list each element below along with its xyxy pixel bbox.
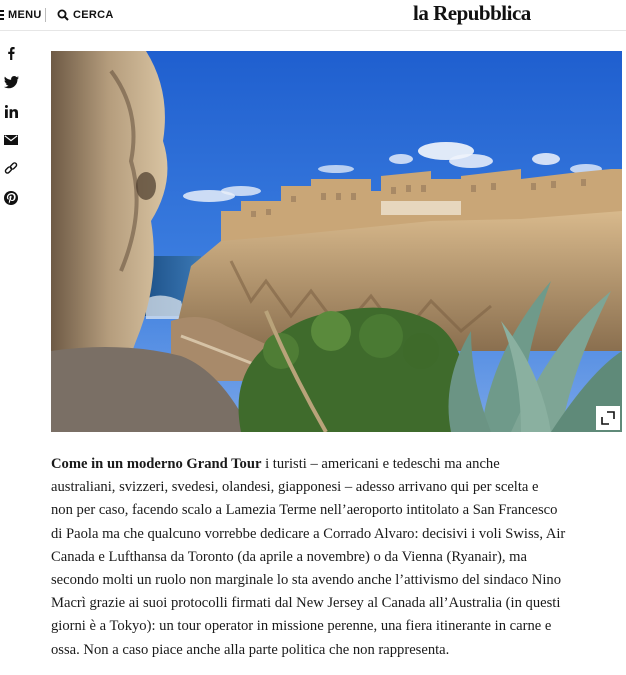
share-email-button[interactable] (0, 128, 22, 152)
article-line: ossa. Non a caso piace anche alla parte politica che non rappresenta. (51, 641, 450, 658)
article-line: australiani, svizzeri, svedesi, olandesi, giapponesi – adesso arrivano qui per scelta e (51, 479, 539, 496)
article-line: secondo molti un ruolo non marginale lo sta avendo anche l’attivismo del sindaco Nino (51, 572, 561, 589)
expand-icon (601, 411, 615, 425)
share-twitter-button[interactable] (0, 70, 22, 94)
site-logo[interactable]: la Repubblica (413, 1, 531, 25)
hamburger-icon (0, 10, 4, 20)
twitter-icon (4, 76, 19, 89)
article-lead: Come in un moderno Grand Tour (51, 456, 262, 472)
article-line: i turisti – americani e tedeschi ma anche (261, 456, 500, 472)
search-label: CERCA (73, 9, 114, 21)
article-line: non per caso, facendo scalo a Lamezia Terme nell’aeroporto intitolato a San Francesco (51, 502, 558, 519)
menu-button[interactable] (0, 7, 42, 23)
article-line: Canada e Lufthansa da Toronto (da aprile a novembre) o da Vienna (Ryanair), ma (51, 548, 527, 565)
pinterest-icon (4, 191, 18, 205)
article-paragraph (51, 453, 622, 662)
share-facebook-button[interactable] (0, 41, 22, 65)
hero-photo (51, 51, 622, 432)
top-bar (0, 0, 626, 31)
hero-image[interactable] (51, 51, 622, 432)
search-button[interactable] (57, 7, 114, 23)
share-pinterest-button[interactable] (0, 186, 22, 210)
share-linkedin-button[interactable] (0, 99, 22, 123)
expand-image-button[interactable] (596, 406, 620, 430)
link-icon (4, 162, 18, 176)
menu-label: MENU (8, 9, 42, 21)
facebook-icon (4, 46, 18, 60)
divider (45, 8, 46, 22)
article-line: Macrì grazie ai suoi protocolli firmati dal New Jersey al Canada all’Australia (in questi (51, 595, 561, 612)
share-link-button[interactable] (0, 157, 22, 181)
article-line: giorni è a Tokyo): un tour operator in missione perenne, una fiera itinerante in carne e (51, 618, 552, 635)
linkedin-icon (5, 105, 18, 118)
article-line: di Paola ma che qualcuno vorrebbe dedicare a Corrado Alvaro: decisivi i voli Swiss, Air (51, 525, 566, 542)
email-icon (4, 135, 18, 145)
search-icon (57, 9, 69, 21)
